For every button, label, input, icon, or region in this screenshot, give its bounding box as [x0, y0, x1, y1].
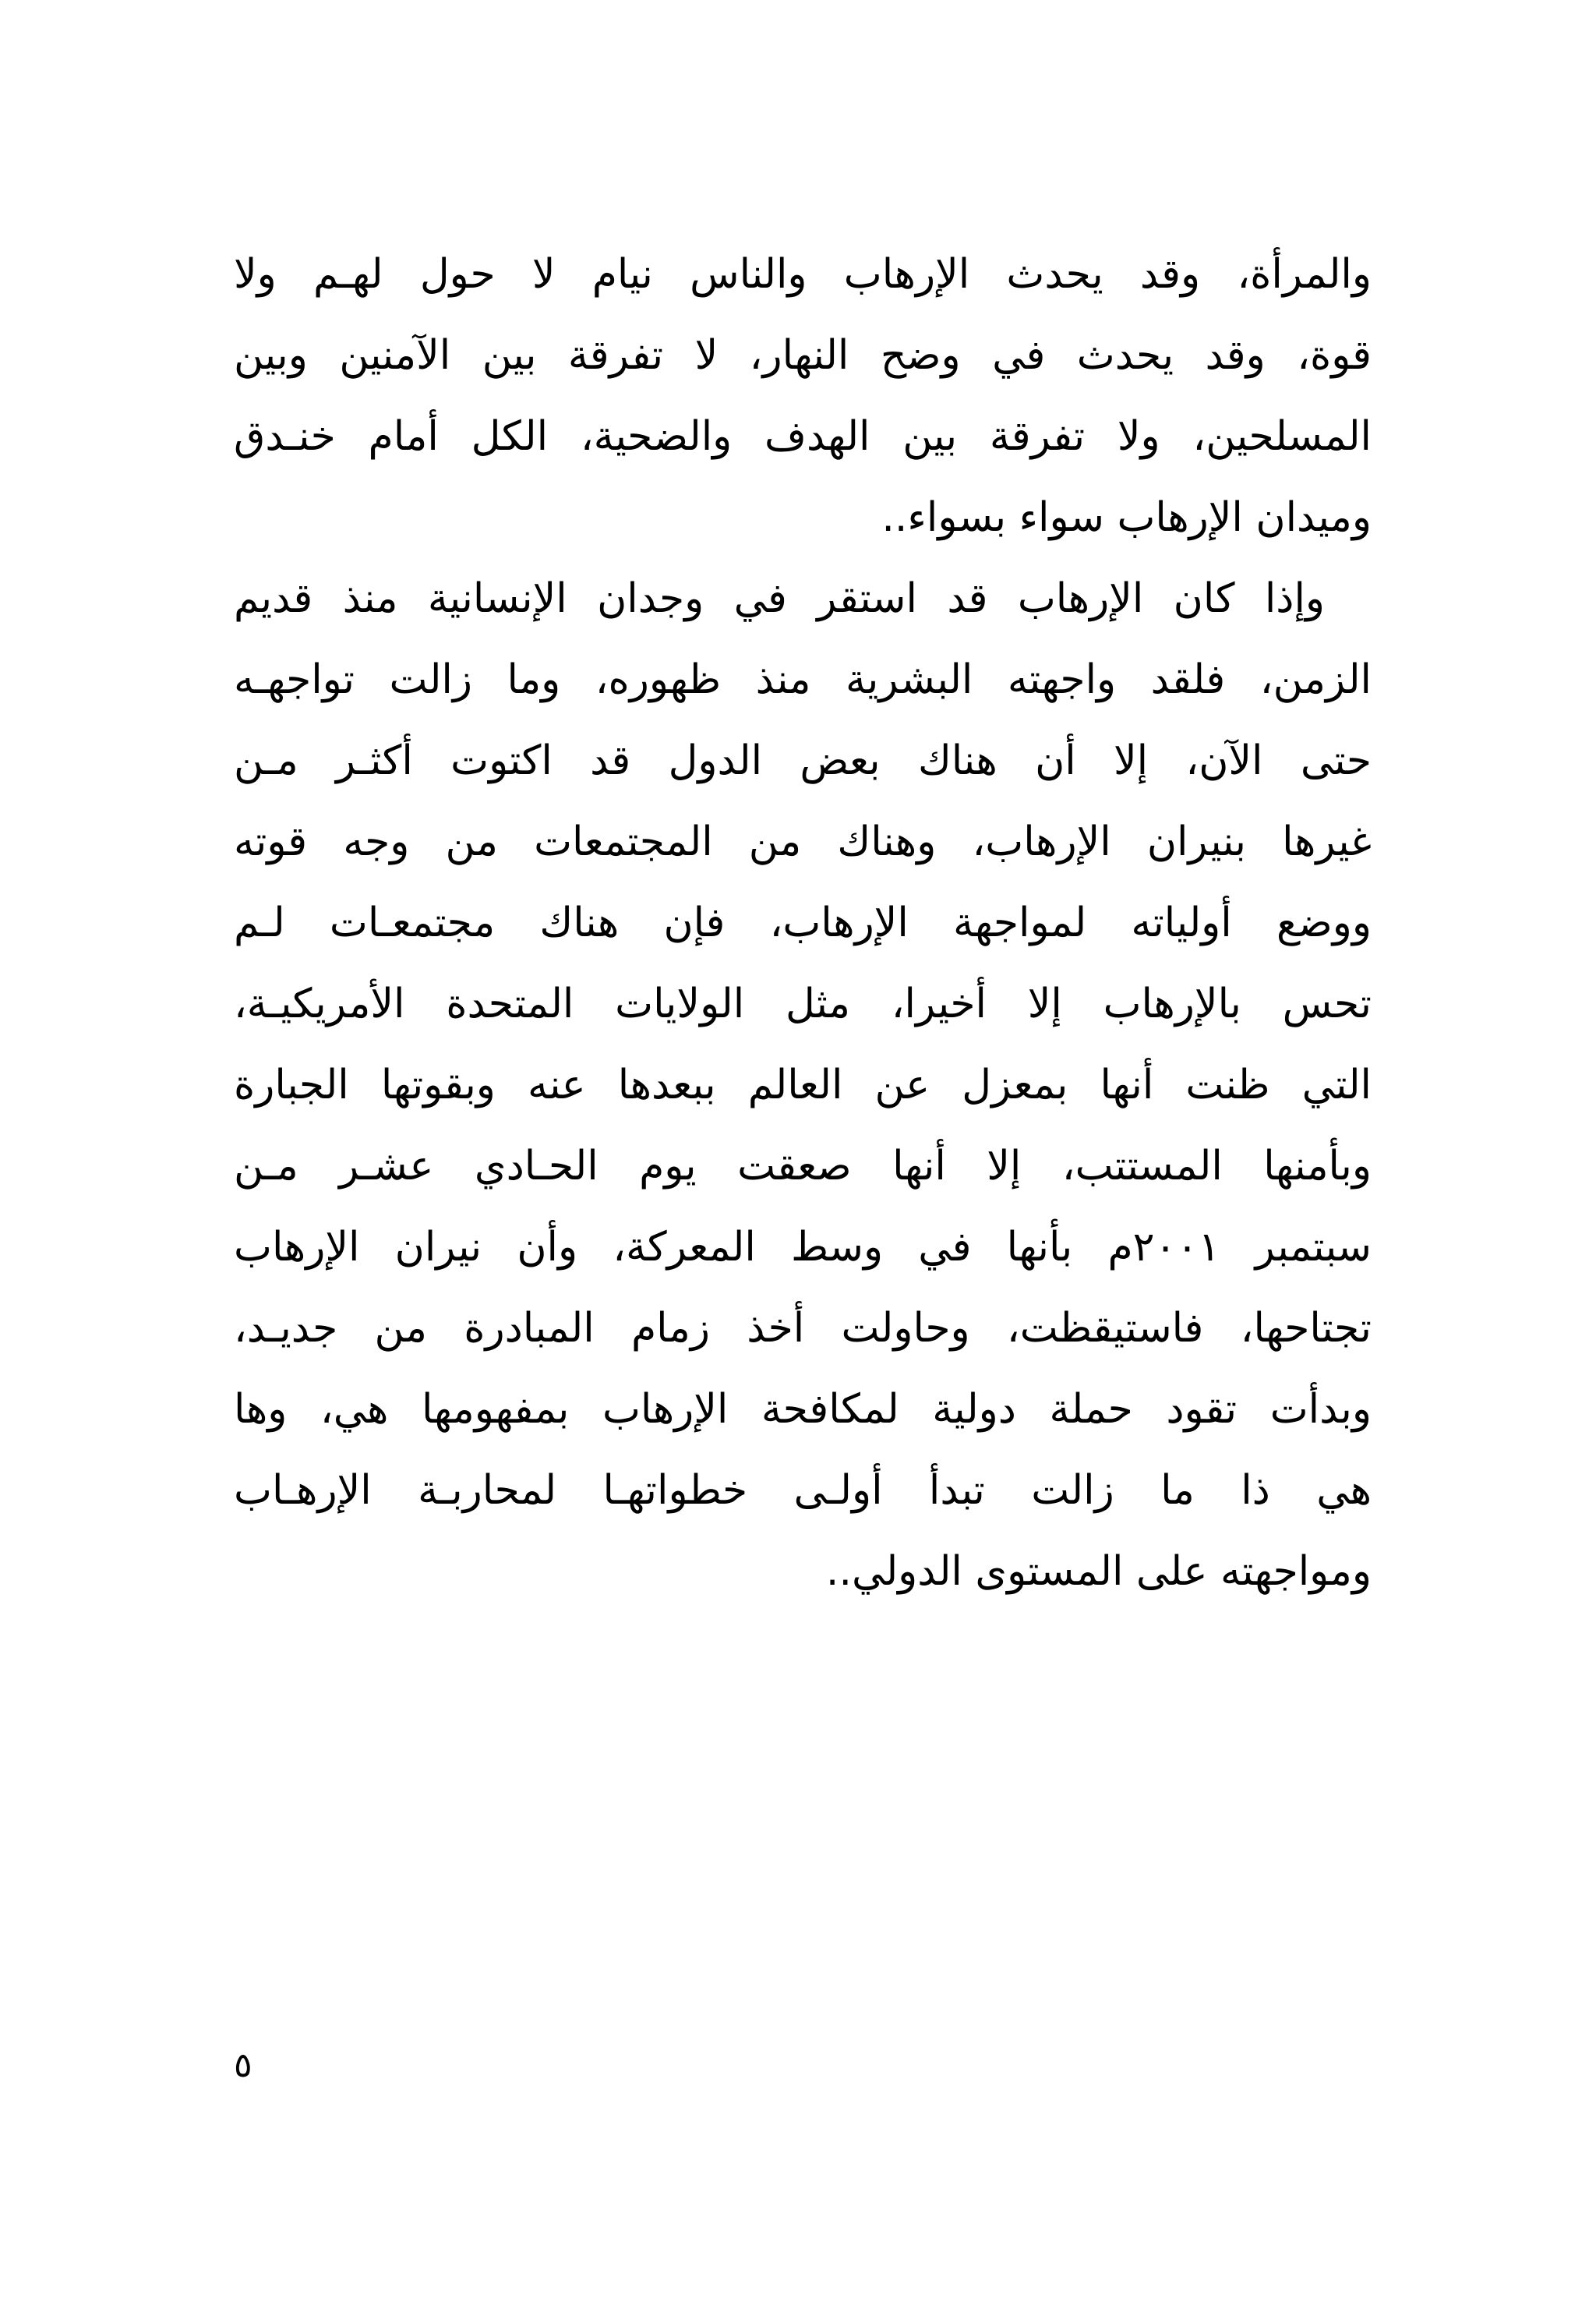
text-line: ووضع أولياته لمواجهة الإرهاب، فإن هناك مجتمعـات لـم	[234, 900, 1372, 946]
text-line: ومواجهته على المستوى الدولي..	[825, 1548, 1372, 1595]
text-line: والمرأة، وقد يحدث الإرهاب والناس نيام لا حول لهـم ولا	[234, 251, 1372, 298]
text-line: سبتمبر ٢٠٠١م بأنها في وسط المعركة، وأن نيران الإرهاب	[234, 1224, 1372, 1271]
text-line: المسلحين، ولا تفرقة بين الهدف والضحية، الكل أمام خنـدق	[234, 413, 1372, 460]
text-line: وبدأت تقود حملة دولية لمكافحة الإرهاب بمفهومها هي، وها	[234, 1386, 1372, 1433]
text-line: هي ذا ما زالت تبدأ أولـى خطواتهـا لمحاربـة الإرهـاب	[234, 1467, 1372, 1514]
text-line: تجتاحها، فاستيقظت، وحاولت أخذ زمام المبادرة من جديـد،	[234, 1305, 1372, 1352]
page-number: ٥	[234, 2045, 252, 2085]
text-line: غيرها بنيران الإرهاب، وهناك من المجتمعات من وجه قوته	[234, 818, 1372, 865]
text-line: تحس بالإرهاب إلا أخيرا، مثل الولايات المتحدة الأمريكيـة،	[234, 981, 1372, 1027]
text-line: وإذا كان الإرهاب قد استقر في وجدان الإنسانية منذ قديم	[234, 575, 1325, 622]
text-line: وميدان الإرهاب سواء بسواء..	[881, 494, 1372, 541]
text-line: قوة، وقد يحدث في وضح النهار، لا تفرقة بين الآمنين وبين	[234, 332, 1372, 379]
body-text	[234, 234, 1372, 1612]
text-line: الزمن، فلقد واجهته البشرية منذ ظهوره، وما زالت تواجهـه	[234, 656, 1372, 703]
paragraph-1	[234, 234, 1372, 558]
text-line: وبأمنها المستتب، إلا أنها صعقت يوم الحـادي عشـر مـن	[234, 1143, 1372, 1190]
text-line: حتى الآن، إلا أن هناك بعض الدول قد اكتوت أكثـر مـن	[234, 737, 1372, 784]
text-line: التي ظنت أنها بمعزل عن العالم ببعدها عنه وبقوتها الجبارة	[234, 1062, 1372, 1108]
paragraph-2	[234, 558, 1372, 1612]
